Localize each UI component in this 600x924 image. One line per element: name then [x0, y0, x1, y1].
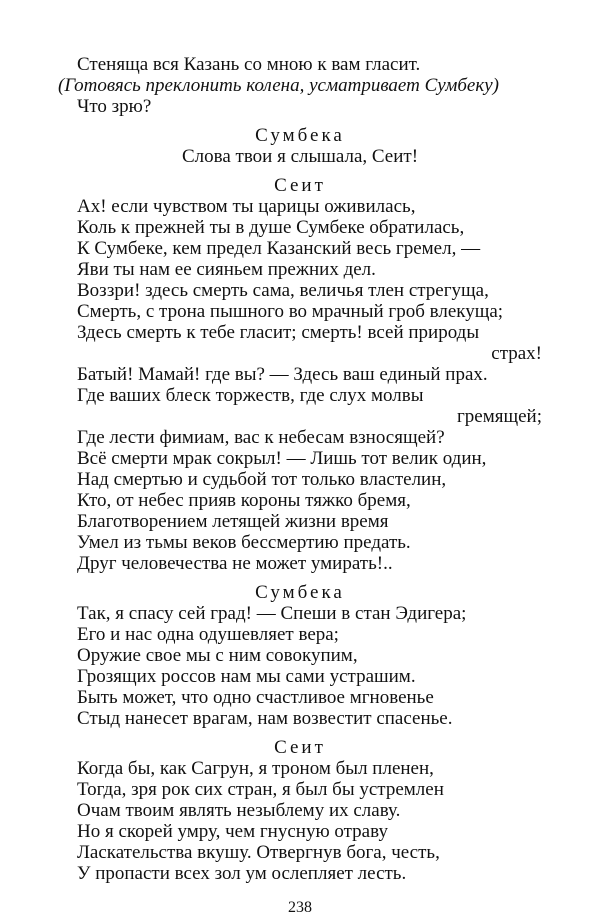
- verse-line: Здесь смерть к тебе гласит; смерть! всей природы: [77, 322, 480, 343]
- verse-line: Друг человечества не может умирать!..: [77, 553, 393, 574]
- verse-line: Тогда, зря рок сих стран, я был бы устремлен: [77, 779, 444, 800]
- verse-line: Ласкательства вкушу. Отвергнув бога, честь,: [77, 842, 440, 863]
- speaker-name: Сеит: [274, 737, 326, 758]
- verse-line: Кто, от небес прияв короны тяжко бремя,: [77, 490, 411, 511]
- verse-line: Стеняща вся Казань со мною к вам гласит.: [77, 54, 421, 75]
- verse-line-continuation: страх!: [491, 343, 542, 364]
- verse-line: У пропасти всех зол ум ослепляет лесть.: [77, 863, 407, 884]
- verse-line: Умел из тьмы веков бессмертию предать.: [77, 532, 411, 553]
- verse-line: Быть может, что одно счастливое мгновенье: [77, 687, 434, 708]
- verse-line: Когда бы, как Сагрун, я троном был пленен,: [77, 758, 434, 779]
- speaker-name: Сеит: [274, 175, 326, 196]
- verse-line: Благотворением летящей жизни время: [77, 511, 389, 532]
- page-number: 238: [288, 899, 312, 916]
- verse-line: Грозящих россов нам мы сами устрашим.: [77, 666, 416, 687]
- verse-line: Так, я спасу сей град! — Спеши в стан Эдигера;: [77, 603, 467, 624]
- verse-line: Коль к прежней ты в душе Сумбеке обратилась,: [77, 217, 465, 238]
- verse-line: Его и нас одна одушевляет вера;: [77, 624, 339, 645]
- verse-line: Оружие свое мы с ним совокупим,: [77, 645, 358, 666]
- verse-line: Ах! если чувством ты царицы оживилась,: [77, 196, 416, 217]
- stage-direction: (Готовясь преклонить колена, усматривает Сумбеку): [58, 75, 499, 96]
- verse-line: Но я скорей умру, чем гнусную отраву: [77, 821, 388, 842]
- verse-line: Что зрю?: [77, 96, 152, 117]
- verse-line: Яви ты нам ее сияньем прежних дел.: [77, 259, 376, 280]
- verse-line: Где лести фимиам, вас к небесам взносящей?: [77, 427, 445, 448]
- verse-line: Батый! Мамай! где вы? — Здесь ваш единый прах.: [77, 364, 488, 385]
- verse-line: Стыд нанесет врагам, нам возвестит спасенье.: [77, 708, 453, 729]
- verse-line: Всё смерти мрак сокрыл! — Лишь тот велик один,: [77, 448, 487, 469]
- verse-line: К Сумбеке, кем предел Казанский весь гремел, —: [77, 238, 481, 259]
- speaker-name: Сумбека: [255, 582, 345, 603]
- verse-line: Над смертью и судьбой тот только властелин,: [77, 469, 447, 490]
- verse-line: Где ваших блеск торжеств, где слух молвы: [77, 385, 424, 406]
- verse-line: Смерть, с трона пышного во мрачный гроб влекуща;: [77, 301, 504, 322]
- speaker-name: Сумбека: [255, 125, 345, 146]
- verse-line: Очам твоим являть незыблему их славу.: [77, 800, 401, 821]
- verse-line-continuation: гремящей;: [457, 406, 542, 427]
- verse-line: Слова твои я слышала, Сеит!: [181, 146, 419, 167]
- verse-line: Воззри! здесь смерть сама, величья тлен стрегуща,: [77, 280, 489, 301]
